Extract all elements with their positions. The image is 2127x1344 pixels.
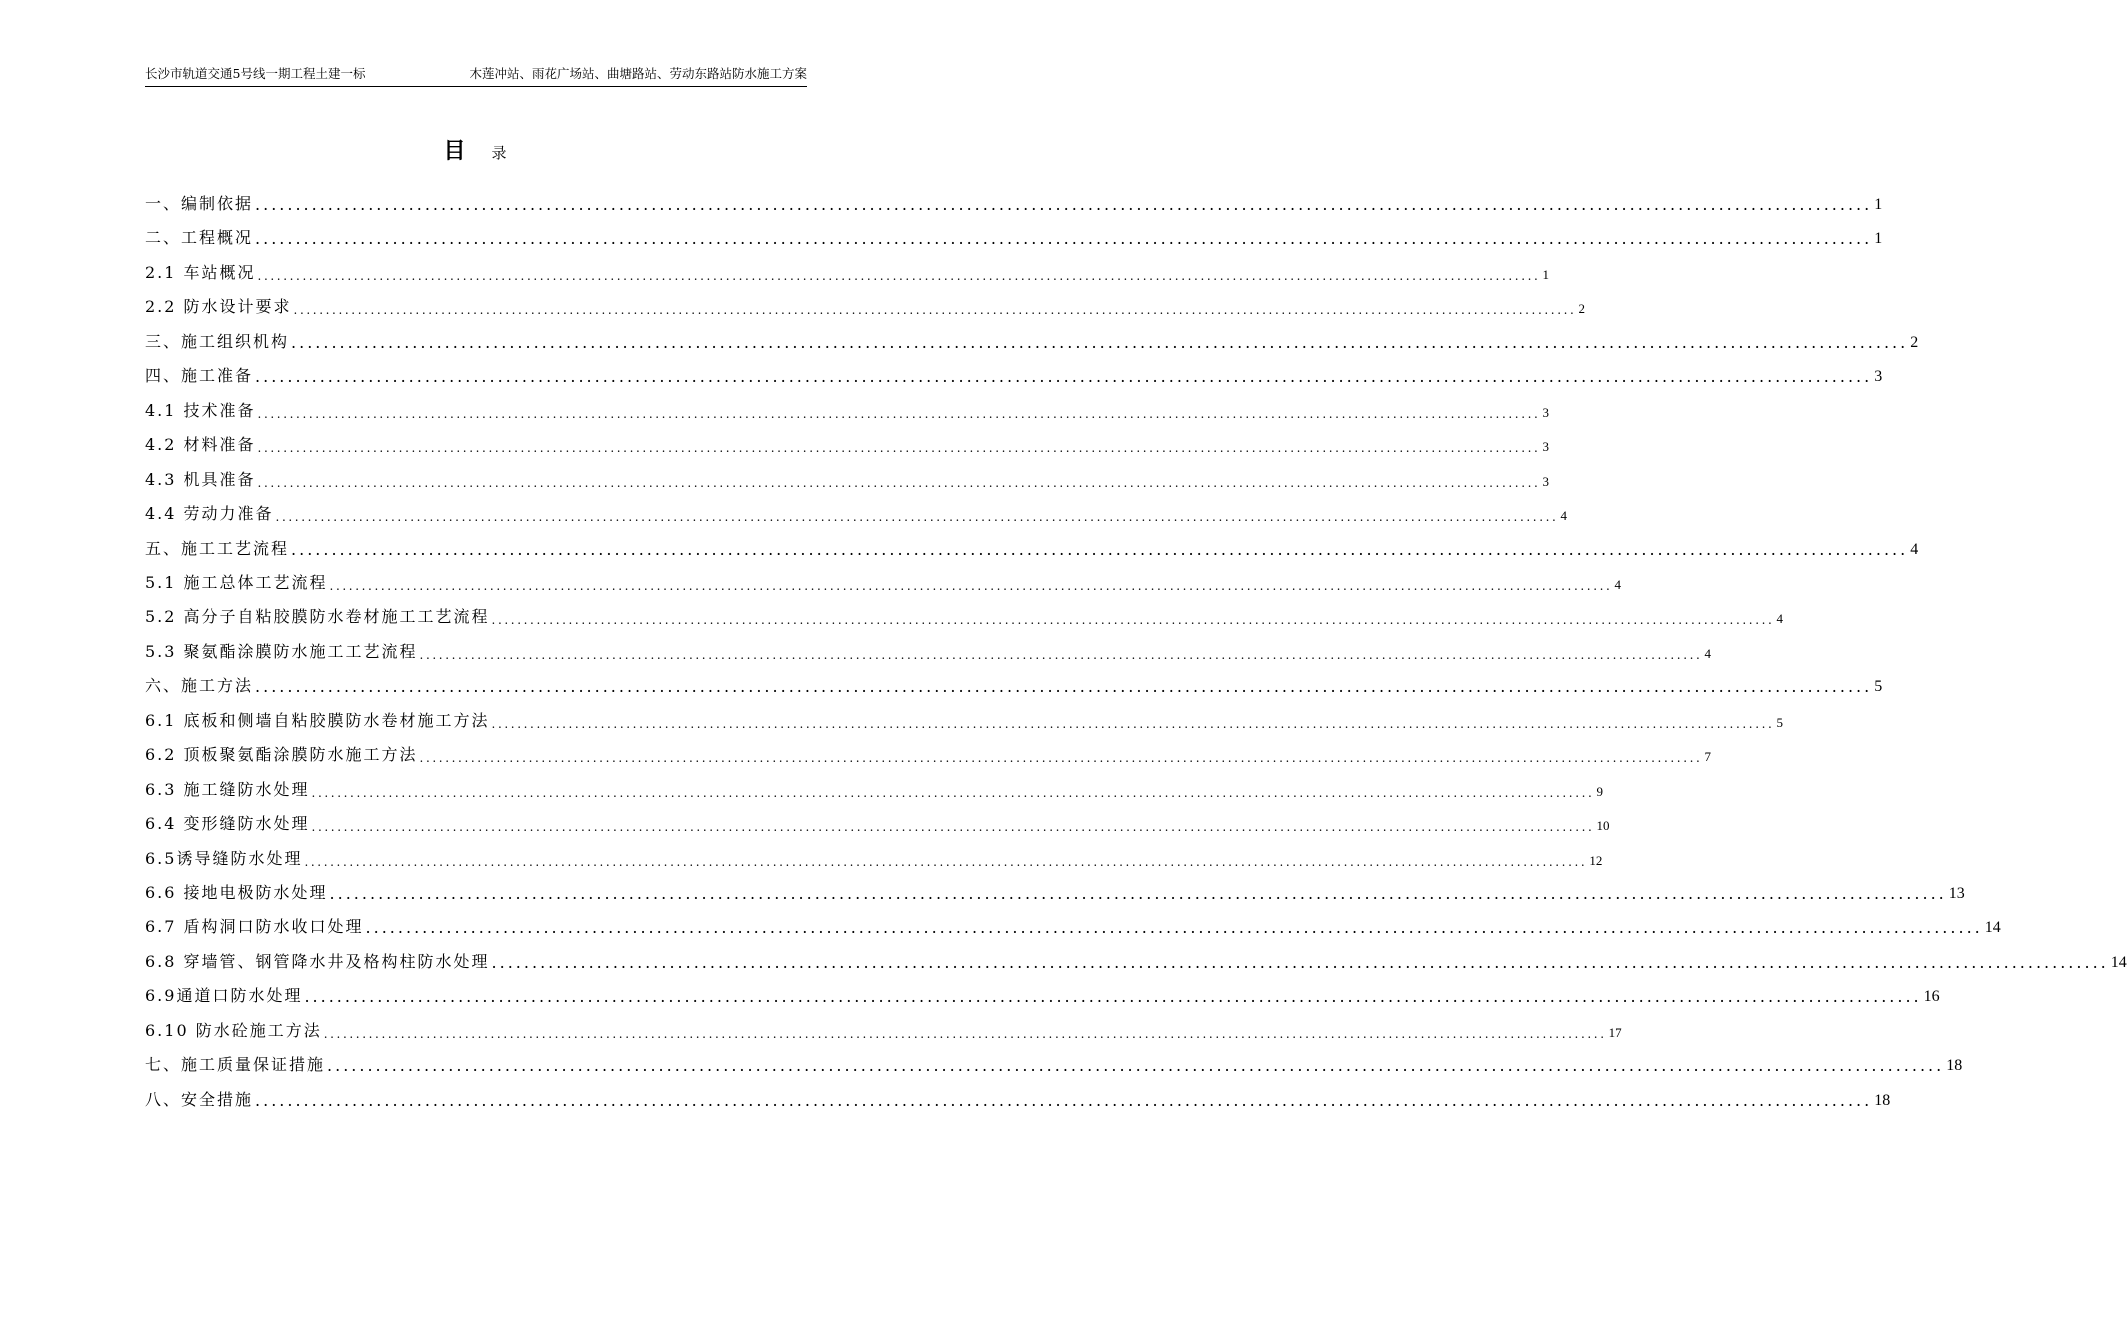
toc-leader-dots: ........................................................................................................................................................................................................ bbox=[491, 613, 1775, 628]
page-header bbox=[145, 66, 807, 87]
toc-entry-page-number: 4 bbox=[1614, 576, 1621, 592]
toc-leader-dots: ........................................................................................................................................................................................................ bbox=[419, 751, 1703, 766]
toc-entry-page-number: 14 bbox=[1984, 919, 2001, 937]
toc-entry-title: 5.2 高分子自粘胶膜防水卷材施工工艺流程 bbox=[145, 607, 490, 627]
toc-leader-dots: ........................................................................................................................................................................................................ bbox=[304, 987, 1922, 1007]
toc-title-sub: 录 bbox=[491, 144, 507, 162]
toc-entry[interactable] bbox=[145, 666, 1883, 697]
toc-entry-title: 4.4 劳动力准备 bbox=[145, 504, 274, 524]
toc-leader-dots: ........................................................................................................................................................................................................ bbox=[304, 854, 1588, 869]
toc-entry[interactable] bbox=[145, 770, 1603, 800]
toc-entry[interactable] bbox=[145, 1080, 1891, 1110]
toc-leader-dots: ........................................................................................................................................................................................................ bbox=[257, 475, 1541, 490]
toc-entry-title: 二、工程概况 bbox=[145, 228, 254, 248]
toc-entry-title: 6.7 盾构洞口防水收口处理 bbox=[145, 917, 364, 937]
toc-leader-dots: ........................................................................................................................................................................................................ bbox=[327, 1056, 1945, 1076]
toc-leader-dots: ........................................................................................................................................................................................................ bbox=[257, 441, 1541, 456]
toc-entry-page-number: 5 bbox=[1776, 714, 1783, 730]
toc-entry-page-number: 4 bbox=[1704, 645, 1711, 661]
toc-entry-page-number: 2 bbox=[1910, 333, 1919, 351]
toc-entry-title: 四、施工准备 bbox=[145, 366, 254, 386]
toc-entry-page-number: 12 bbox=[1589, 852, 1603, 868]
toc-entry-title: 一、编制依据 bbox=[145, 194, 254, 213]
toc-leader-dots: ........................................................................................................................................................................................................ bbox=[255, 229, 1873, 249]
toc-entry[interactable] bbox=[145, 873, 1965, 903]
toc-entry-page-number: 2 bbox=[1578, 301, 1585, 317]
toc-entry-page-number: 4 bbox=[1910, 540, 1919, 558]
toc-entry[interactable] bbox=[145, 460, 1549, 490]
toc-entry[interactable] bbox=[145, 976, 1940, 1007]
toc-entry-page-number: 7 bbox=[1704, 749, 1711, 765]
toc-entry[interactable] bbox=[145, 218, 1883, 249]
toc-entry-page-number: 4 bbox=[1776, 611, 1783, 627]
toc-entry-title: 6.4 变形缝防水处理 bbox=[145, 814, 310, 834]
toc-entry-title: 2.2 防水设计要求 bbox=[145, 297, 292, 317]
toc-leader-dots: ........................................................................................................................................................................................................ bbox=[491, 952, 2109, 972]
toc-entry-title: 4.3 机具准备 bbox=[145, 469, 256, 489]
toc-entry-page-number: 4 bbox=[1560, 508, 1567, 524]
toc-entry[interactable] bbox=[145, 701, 1783, 731]
toc-entry-title: 6.5诱导缝防水处理 bbox=[145, 848, 303, 868]
toc-entry-title: 八、安全措施 bbox=[145, 1089, 254, 1109]
header-project-name: 长沙市轨道交通5号线一期工程土建一标 bbox=[145, 66, 366, 81]
toc-entry[interactable] bbox=[145, 184, 1883, 214]
toc-leader-dots: ........................................................................................................................................................................................................ bbox=[291, 539, 1909, 559]
toc-entry-page-number: 10 bbox=[1596, 818, 1610, 834]
toc-entry-page-number: 1 bbox=[1542, 266, 1549, 282]
toc-entry-title: 6.3 施工缝防水处理 bbox=[145, 779, 310, 799]
toc-entry[interactable] bbox=[145, 391, 1549, 421]
toc-entry[interactable] bbox=[145, 942, 2127, 972]
toc-leader-dots: ........................................................................................................................................................................................................ bbox=[255, 367, 1873, 387]
toc-entry-title: 六、施工方法 bbox=[145, 676, 254, 696]
toc-entry-title: 5.1 施工总体工艺流程 bbox=[145, 572, 328, 592]
toc-entry-title: 4.2 材料准备 bbox=[145, 435, 256, 455]
toc-entry[interactable] bbox=[145, 735, 1711, 766]
toc-entry-page-number: 1 bbox=[1874, 230, 1883, 248]
toc-leader-dots: ........................................................................................................................................................................................................ bbox=[275, 510, 1559, 525]
toc-entry-page-number: 9 bbox=[1596, 783, 1603, 799]
toc-entry-title: 6.1 底板和侧墙自粘胶膜防水卷材施工方法 bbox=[145, 710, 490, 730]
toc-entry-page-number: 5 bbox=[1874, 678, 1883, 696]
toc-entry[interactable] bbox=[145, 425, 1549, 456]
toc-entry[interactable] bbox=[145, 494, 1567, 525]
toc-entry-title: 6.9通道口防水处理 bbox=[145, 986, 303, 1006]
toc-leader-dots: ........................................................................................................................................................................................................ bbox=[255, 1090, 1873, 1110]
toc-entry-page-number: 3 bbox=[1542, 439, 1549, 455]
toc-entry-title: 6.10 防水砼施工方法 bbox=[145, 1020, 322, 1040]
toc-leader-dots: ........................................................................................................................................................................................................ bbox=[255, 677, 1873, 697]
toc-entry-title: 2.1 车站概况 bbox=[145, 262, 256, 282]
toc-leader-dots: ........................................................................................................................................................................................................ bbox=[419, 647, 1703, 662]
toc-entry-title: 6.6 接地电极防水处理 bbox=[145, 883, 328, 902]
toc-leader-dots: ........................................................................................................................................................................................................ bbox=[311, 820, 1595, 835]
toc-entry[interactable] bbox=[145, 563, 1621, 593]
toc-leader-dots: ........................................................................................................................................................................................................ bbox=[365, 918, 1983, 938]
toc-entry[interactable] bbox=[145, 839, 1603, 869]
toc-leader-dots: ........................................................................................................................................................................................................ bbox=[311, 785, 1595, 800]
toc-entry-page-number: 3 bbox=[1874, 368, 1883, 386]
toc-leader-dots: ........................................................................................................................................................................................................ bbox=[257, 268, 1541, 283]
toc-entry-title: 4.1 技术准备 bbox=[145, 400, 256, 420]
toc-entry[interactable] bbox=[145, 804, 1610, 835]
toc-entry[interactable] bbox=[145, 322, 1919, 352]
toc-entry-page-number: 16 bbox=[1923, 988, 1940, 1006]
toc-entry-page-number: 3 bbox=[1542, 473, 1549, 489]
toc-leader-dots: ........................................................................................................................................................................................................ bbox=[293, 303, 1577, 318]
toc-entry-page-number: 3 bbox=[1542, 404, 1549, 420]
toc-leader-dots: ........................................................................................................................................................................................................ bbox=[291, 332, 1909, 352]
toc-entry[interactable] bbox=[145, 253, 1549, 283]
toc-title-main: 目 bbox=[443, 138, 466, 164]
toc-entry-title: 5.3 聚氨酯涂膜防水施工工艺流程 bbox=[145, 641, 418, 661]
toc-leader-dots: ........................................................................................................................................................................................................ bbox=[255, 195, 1873, 214]
toc-entry[interactable] bbox=[145, 529, 1919, 559]
toc-leader-dots: ........................................................................................................................................................................................................ bbox=[323, 1026, 1607, 1041]
toc-leader-dots: ........................................................................................................................................................................................................ bbox=[329, 884, 1947, 903]
toc-entry[interactable] bbox=[145, 597, 1783, 628]
toc-entry[interactable] bbox=[145, 1011, 1622, 1041]
toc-entry-page-number: 17 bbox=[1608, 1024, 1622, 1040]
toc-entry[interactable] bbox=[145, 356, 1883, 387]
toc-leader-dots: ........................................................................................................................................................................................................ bbox=[491, 716, 1775, 731]
toc-entry-title: 6.8 穿墙管、钢管降水井及格构柱防水处理 bbox=[145, 951, 490, 971]
toc-entry[interactable] bbox=[145, 287, 1585, 318]
toc-title bbox=[0, 134, 950, 165]
toc-entry[interactable] bbox=[145, 907, 2001, 938]
toc-entry[interactable] bbox=[145, 632, 1711, 662]
toc-leader-dots: ........................................................................................................................................................................................................ bbox=[257, 406, 1541, 421]
toc-entry-page-number: 14 bbox=[2110, 953, 2127, 971]
toc-entry-title: 三、施工组织机构 bbox=[145, 331, 290, 351]
toc-entry[interactable] bbox=[145, 1045, 1963, 1076]
toc-entry-title: 6.2 顶板聚氨酯涂膜防水施工方法 bbox=[145, 745, 418, 765]
toc-entry-page-number: 1 bbox=[1874, 196, 1883, 213]
toc-entry-page-number: 13 bbox=[1948, 885, 1965, 902]
toc-entry-page-number: 18 bbox=[1946, 1057, 1963, 1075]
toc-leader-dots: ........................................................................................................................................................................................................ bbox=[329, 578, 1613, 593]
toc-entry-page-number: 18 bbox=[1874, 1091, 1891, 1109]
toc-entry-title: 五、施工工艺流程 bbox=[145, 538, 290, 558]
header-document-name: 木莲冲站、雨花广场站、曲塘路站、劳动东路站防水施工方案 bbox=[469, 66, 807, 81]
toc-entry-title: 七、施工质量保证措施 bbox=[145, 1055, 326, 1075]
